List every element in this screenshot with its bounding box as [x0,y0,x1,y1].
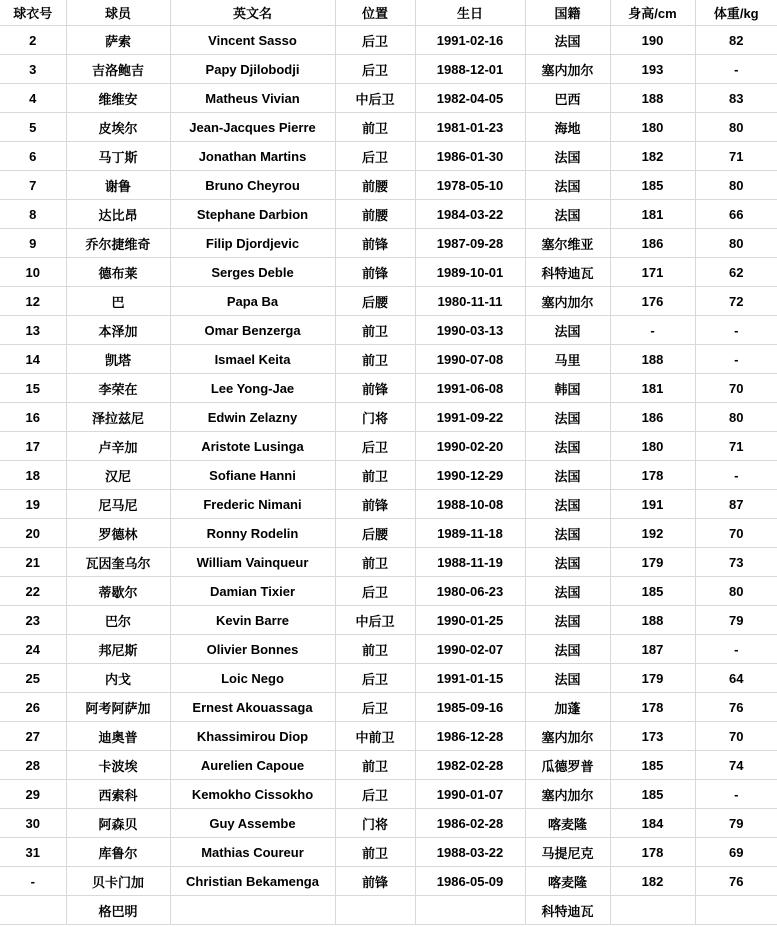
cell-weight: 82 [695,26,777,55]
cell-position: 前卫 [335,838,415,867]
cell-nationality: 海地 [525,113,610,142]
table-row [0,26,777,55]
cell-weight: - [695,635,777,664]
table-row [0,229,777,258]
table-row [0,838,777,867]
cell-name-en: Bruno Cheyrou [170,171,335,200]
cell-name-cn: 萨索 [66,26,170,55]
cell-position: 后卫 [335,577,415,606]
cell-name-en [170,896,335,925]
cell-birthday: 1985-09-16 [415,693,525,722]
cell-number: 17 [0,432,66,461]
cell-birthday: 1978-05-10 [415,171,525,200]
cell-weight: 76 [695,867,777,896]
cell-name-cn: 德布莱 [66,258,170,287]
cell-position: 中后卫 [335,84,415,113]
cell-name-cn: 贝卡门加 [66,867,170,896]
cell-birthday: 1989-10-01 [415,258,525,287]
table-header-row [0,0,777,26]
cell-position: 后卫 [335,26,415,55]
cell-name-en: Jonathan Martins [170,142,335,171]
table-row [0,113,777,142]
cell-number: 2 [0,26,66,55]
cell-weight: 64 [695,664,777,693]
cell-nationality: 法国 [525,490,610,519]
table-row [0,722,777,751]
cell-height: 185 [610,171,695,200]
cell-position: 前锋 [335,374,415,403]
table-row [0,461,777,490]
cell-height: 185 [610,780,695,809]
cell-birthday: 1990-02-07 [415,635,525,664]
table-row [0,200,777,229]
cell-number: 12 [0,287,66,316]
cell-nationality: 瓜德罗普 [525,751,610,780]
cell-name-cn: 本泽加 [66,316,170,345]
cell-height: 191 [610,490,695,519]
cell-name-cn: 瓦因奎乌尔 [66,548,170,577]
cell-name-cn: 乔尔捷维奇 [66,229,170,258]
cell-position: 前锋 [335,229,415,258]
cell-number: 7 [0,171,66,200]
cell-name-en: Papy Djilobodji [170,55,335,84]
cell-weight: 79 [695,809,777,838]
table-row [0,374,777,403]
cell-nationality: 马里 [525,345,610,374]
cell-name-cn: 内戈 [66,664,170,693]
cell-height: 188 [610,84,695,113]
cell-position: 前卫 [335,113,415,142]
cell-birthday: 1991-01-15 [415,664,525,693]
cell-nationality: 法国 [525,461,610,490]
cell-number: 20 [0,519,66,548]
cell-name-en: Stephane Darbion [170,200,335,229]
cell-nationality: 科特迪瓦 [525,896,610,925]
cell-name-en: Edwin Zelazny [170,403,335,432]
cell-name-en: Aurelien Capoue [170,751,335,780]
cell-name-cn: 皮埃尔 [66,113,170,142]
table-row [0,84,777,113]
cell-name-en: Aristote Lusinga [170,432,335,461]
cell-height: 188 [610,345,695,374]
cell-birthday: 1986-02-28 [415,809,525,838]
cell-nationality: 法国 [525,606,610,635]
column-header-name-cn: 球员 [66,0,170,26]
cell-weight [695,896,777,925]
cell-weight: 83 [695,84,777,113]
cell-nationality: 法国 [525,142,610,171]
column-header-birthday: 生日 [415,0,525,26]
cell-nationality: 法国 [525,200,610,229]
cell-weight: 70 [695,374,777,403]
table-row [0,751,777,780]
cell-name-cn: 达比昂 [66,200,170,229]
cell-name-en: Vincent Sasso [170,26,335,55]
cell-nationality: 马提尼克 [525,838,610,867]
cell-number: 23 [0,606,66,635]
cell-position: 中前卫 [335,722,415,751]
cell-name-cn: 库鲁尔 [66,838,170,867]
cell-height: 180 [610,113,695,142]
cell-height: 190 [610,26,695,55]
cell-name-cn: 凯塔 [66,345,170,374]
cell-nationality: 塞尔维亚 [525,229,610,258]
cell-nationality: 法国 [525,316,610,345]
cell-weight: 80 [695,577,777,606]
cell-name-cn: 汉尼 [66,461,170,490]
cell-weight: 69 [695,838,777,867]
cell-position: 后卫 [335,432,415,461]
cell-height: 188 [610,606,695,635]
table-row [0,577,777,606]
cell-name-cn: 西索科 [66,780,170,809]
cell-name-cn: 吉洛鲍吉 [66,55,170,84]
cell-height: 180 [610,432,695,461]
cell-height: 178 [610,693,695,722]
cell-height: 179 [610,548,695,577]
cell-number: 30 [0,809,66,838]
cell-birthday: 1988-03-22 [415,838,525,867]
table-row [0,519,777,548]
cell-height: 181 [610,200,695,229]
cell-number: 24 [0,635,66,664]
column-header-height: 身高/cm [610,0,695,26]
cell-name-en: Ronny Rodelin [170,519,335,548]
cell-name-en: Damian Tixier [170,577,335,606]
cell-height: 173 [610,722,695,751]
cell-weight: 62 [695,258,777,287]
cell-nationality: 喀麦隆 [525,867,610,896]
cell-name-en: Papa Ba [170,287,335,316]
cell-birthday: 1988-12-01 [415,55,525,84]
cell-number: 31 [0,838,66,867]
cell-position: 后卫 [335,142,415,171]
table-row [0,548,777,577]
cell-height: 181 [610,374,695,403]
cell-name-cn: 格巴明 [66,896,170,925]
table-row [0,171,777,200]
cell-nationality: 塞内加尔 [525,722,610,751]
cell-number: 15 [0,374,66,403]
cell-number: 14 [0,345,66,374]
cell-height: 184 [610,809,695,838]
table-row [0,287,777,316]
cell-position: 后卫 [335,693,415,722]
cell-birthday [415,896,525,925]
table-row [0,490,777,519]
cell-weight: 79 [695,606,777,635]
cell-number: 26 [0,693,66,722]
cell-name-en: Ismael Keita [170,345,335,374]
cell-birthday: 1986-12-28 [415,722,525,751]
cell-name-cn: 罗德林 [66,519,170,548]
cell-position: 中后卫 [335,606,415,635]
cell-weight: 80 [695,171,777,200]
cell-name-cn: 卢辛加 [66,432,170,461]
cell-number: 8 [0,200,66,229]
cell-name-cn: 巴 [66,287,170,316]
cell-name-cn: 巴尔 [66,606,170,635]
table-row [0,403,777,432]
cell-birthday: 1989-11-18 [415,519,525,548]
cell-nationality: 加蓬 [525,693,610,722]
cell-name-cn: 维维安 [66,84,170,113]
table-body [0,26,777,925]
cell-name-cn: 迪奥普 [66,722,170,751]
cell-position: 前锋 [335,258,415,287]
cell-position: 门将 [335,809,415,838]
cell-position: 前腰 [335,200,415,229]
cell-position: 前卫 [335,548,415,577]
cell-birthday: 1981-01-23 [415,113,525,142]
cell-weight: - [695,461,777,490]
table-row [0,809,777,838]
cell-weight: 70 [695,519,777,548]
cell-number: 25 [0,664,66,693]
cell-nationality: 塞内加尔 [525,55,610,84]
cell-weight: - [695,780,777,809]
table-row [0,432,777,461]
cell-name-cn: 李荣在 [66,374,170,403]
cell-weight: 87 [695,490,777,519]
cell-position: 前卫 [335,635,415,664]
cell-nationality: 法国 [525,635,610,664]
cell-height: 182 [610,867,695,896]
cell-birthday: 1990-12-29 [415,461,525,490]
table-row [0,664,777,693]
cell-name-cn: 谢鲁 [66,171,170,200]
cell-nationality: 法国 [525,577,610,606]
cell-number: 13 [0,316,66,345]
cell-number: 28 [0,751,66,780]
cell-name-en: Loic Nego [170,664,335,693]
cell-nationality: 科特迪瓦 [525,258,610,287]
cell-name-en: Mathias Coureur [170,838,335,867]
cell-height: 185 [610,751,695,780]
cell-position: 后卫 [335,664,415,693]
cell-height [610,896,695,925]
cell-name-en: Jean-Jacques Pierre [170,113,335,142]
cell-weight: 80 [695,113,777,142]
cell-number: 21 [0,548,66,577]
table-row [0,316,777,345]
cell-weight: 74 [695,751,777,780]
column-header-weight: 体重/kg [695,0,777,26]
cell-birthday: 1988-11-19 [415,548,525,577]
cell-birthday: 1991-06-08 [415,374,525,403]
cell-position: 前腰 [335,171,415,200]
cell-weight: 73 [695,548,777,577]
table-row [0,693,777,722]
cell-birthday: 1986-05-09 [415,867,525,896]
cell-nationality: 法国 [525,403,610,432]
cell-name-en: Guy Assembe [170,809,335,838]
cell-position: 后腰 [335,519,415,548]
cell-birthday: 1990-03-13 [415,316,525,345]
cell-nationality: 巴西 [525,84,610,113]
table-row [0,867,777,896]
cell-birthday: 1990-01-25 [415,606,525,635]
cell-birthday: 1980-06-23 [415,577,525,606]
cell-nationality: 法国 [525,26,610,55]
cell-name-cn: 阿森贝 [66,809,170,838]
table-row [0,896,777,925]
cell-nationality: 喀麦隆 [525,809,610,838]
table-row [0,635,777,664]
cell-height: 185 [610,577,695,606]
cell-name-en: Kevin Barre [170,606,335,635]
cell-number: 10 [0,258,66,287]
table-row [0,606,777,635]
table-row [0,258,777,287]
cell-nationality: 法国 [525,519,610,548]
column-header-position: 位置 [335,0,415,26]
cell-name-en: Omar Benzerga [170,316,335,345]
cell-height: 193 [610,55,695,84]
cell-name-cn: 蒂歇尔 [66,577,170,606]
cell-nationality: 法国 [525,171,610,200]
cell-position: 门将 [335,403,415,432]
cell-weight: 70 [695,722,777,751]
cell-position: 后腰 [335,287,415,316]
cell-birthday: 1990-02-20 [415,432,525,461]
cell-name-en: Olivier Bonnes [170,635,335,664]
cell-number: 4 [0,84,66,113]
table-row [0,55,777,84]
cell-position: 后卫 [335,55,415,84]
cell-birthday: 1988-10-08 [415,490,525,519]
cell-height: 176 [610,287,695,316]
column-header-number: 球衣号 [0,0,66,26]
cell-position: 前锋 [335,867,415,896]
cell-name-en: Sofiane Hanni [170,461,335,490]
cell-name-cn: 马丁斯 [66,142,170,171]
cell-height: 171 [610,258,695,287]
cell-weight: - [695,345,777,374]
cell-weight: 80 [695,229,777,258]
cell-nationality: 法国 [525,664,610,693]
cell-number: 27 [0,722,66,751]
cell-name-en: Christian Bekamenga [170,867,335,896]
cell-birthday: 1982-02-28 [415,751,525,780]
cell-name-en: Kemokho Cissokho [170,780,335,809]
cell-number: 6 [0,142,66,171]
cell-number: 9 [0,229,66,258]
cell-number: 5 [0,113,66,142]
cell-weight: - [695,55,777,84]
cell-weight: 76 [695,693,777,722]
cell-name-en: Frederic Nimani [170,490,335,519]
cell-height: 187 [610,635,695,664]
cell-name-en: Serges Deble [170,258,335,287]
cell-height: 178 [610,838,695,867]
cell-position: 前卫 [335,461,415,490]
cell-height: 186 [610,403,695,432]
cell-weight: 71 [695,432,777,461]
cell-name-cn: 阿考阿萨加 [66,693,170,722]
cell-name-en: Matheus Vivian [170,84,335,113]
cell-number: 3 [0,55,66,84]
cell-birthday: 1987-09-28 [415,229,525,258]
cell-birthday: 1991-02-16 [415,26,525,55]
cell-position: 前卫 [335,751,415,780]
cell-weight: 80 [695,403,777,432]
cell-number [0,896,66,925]
cell-nationality: 塞内加尔 [525,780,610,809]
cell-nationality: 韩国 [525,374,610,403]
cell-name-cn: 尼马尼 [66,490,170,519]
cell-birthday: 1980-11-11 [415,287,525,316]
cell-name-en: Lee Yong-Jae [170,374,335,403]
cell-nationality: 塞内加尔 [525,287,610,316]
cell-number: 18 [0,461,66,490]
column-header-nationality: 国籍 [525,0,610,26]
cell-number: 16 [0,403,66,432]
cell-name-en: Filip Djordjevic [170,229,335,258]
cell-weight: - [695,316,777,345]
cell-name-cn: 卡波埃 [66,751,170,780]
table-row [0,345,777,374]
cell-nationality: 法国 [525,548,610,577]
cell-number: 19 [0,490,66,519]
table-row [0,142,777,171]
cell-height: 182 [610,142,695,171]
cell-position: 前锋 [335,490,415,519]
cell-name-en: Ernest Akouassaga [170,693,335,722]
cell-height: 186 [610,229,695,258]
cell-number: 29 [0,780,66,809]
cell-height: 178 [610,461,695,490]
cell-height: 192 [610,519,695,548]
cell-number: - [0,867,66,896]
cell-name-cn: 邦尼斯 [66,635,170,664]
cell-height: - [610,316,695,345]
cell-position [335,896,415,925]
cell-number: 22 [0,577,66,606]
cell-birthday: 1986-01-30 [415,142,525,171]
cell-position: 前卫 [335,345,415,374]
cell-name-cn: 泽拉兹尼 [66,403,170,432]
cell-nationality: 法国 [525,432,610,461]
cell-name-en: Khassimirou Diop [170,722,335,751]
column-header-name-en: 英文名 [170,0,335,26]
cell-name-en: William Vainqueur [170,548,335,577]
cell-birthday: 1982-04-05 [415,84,525,113]
cell-weight: 71 [695,142,777,171]
cell-height: 179 [610,664,695,693]
cell-birthday: 1990-01-07 [415,780,525,809]
cell-position: 前卫 [335,316,415,345]
cell-birthday: 1990-07-08 [415,345,525,374]
cell-weight: 72 [695,287,777,316]
table-row [0,780,777,809]
cell-birthday: 1984-03-22 [415,200,525,229]
cell-birthday: 1991-09-22 [415,403,525,432]
cell-position: 后卫 [335,780,415,809]
cell-weight: 66 [695,200,777,229]
